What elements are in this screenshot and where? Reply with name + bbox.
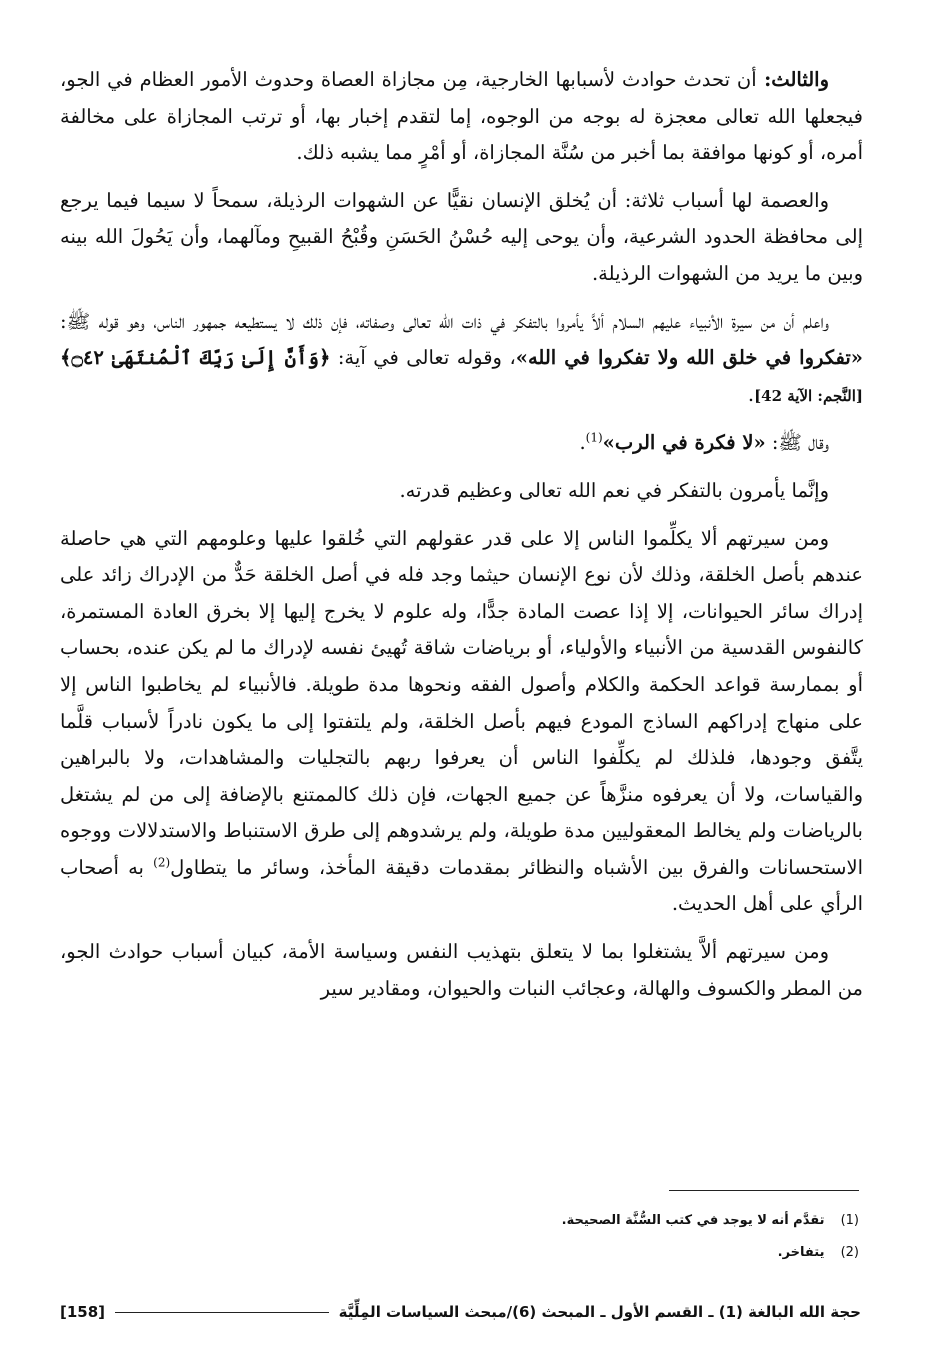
paragraph-4: [60, 425, 863, 462]
footnote-divider: [669, 1190, 859, 1191]
emphasized-text: «لا فكرة في الرب»: [602, 431, 766, 455]
footnotes: [300, 1205, 859, 1269]
text-run: وإنَّما يأمرون بالتفكر في نعم الله تعالى وعظيم قدرته.: [399, 478, 829, 502]
footnote-1: [300, 1205, 859, 1237]
text-run: ومن سيرتهم ألا يكلِّموا الناس إلا على قدر عقولهم التي خُلقوا عليها وعلومهم التي هي حاصلة عندهم بأصل الخلقة، وذلك لأن نوع الإنسان حيثما وجد فله في أصل الخلقة حَدٌّ من الإدراك زائد على إدراك سائر الحيوانات، إلا إذا عصت المادة جدًّا، وله علوم لا يخرج إليها إلا بخرق العادة المستمرة، كالنفوس القدسية من الأنبياء والأولياء، أو برياضات شاقة تُهيئ نفسه لإدراك ما لم يكن عنده، بحساب أو بممارسة قواعد الحكمة والكلام وأصول الفقه ونحوها مدة طويلة. فالأنبياء لم يخاطبوا الناس إلا على منهاج إدراكهم الساذج المودع فيهم بأصل الخلقة، ولم يلتفتوا إلى ما يكون نادراً لأسباب قلَّما يتَّفق وجودها، فلذلك لم يكلِّفوا الناس أن يعرفوا ربهم بالتجليات والمشاهدات، ولا بالبراهين والقياسات، ولا أن يعرفوه منزَّهاً عن جميع الجهات، فإن ذلك كالممتنع بالإضافة إلى من لم يشتغل بالرياضات ولم يخالط المعقوليين مدة طويلة، ولم يرشدوهم إلى طرق الاستنباط والاستدلالات ووجوه الاستحسانات والفرق بين الأشباه والنظائر بمقدمات دقيقة المأخذ، وسائر ما يتطاول: [60, 526, 863, 879]
text-run: وقال ﷺ:: [765, 431, 829, 455]
text-run: به أصحاب الرأي على أهل الحديث.: [60, 855, 863, 916]
footnote-2: [300, 1237, 859, 1269]
emphasized-text: والثالث:: [756, 68, 829, 91]
paragraph-7: [60, 934, 863, 1007]
text-run: ومن سيرتهم ألاَّ يشتغلوا بما لا يتعلق بتهذيب النفس وسياسة الأمة، كبيان أسباب حوادث الجو، من المطر والكسوف والهالة، وعجائب النبات والحيوان، ومقادير سير: [60, 940, 863, 1000]
verse-reference: [النَّجم: الآية 42]: [754, 386, 863, 405]
text-run: .: [579, 431, 586, 455]
paragraph-3: [60, 304, 863, 415]
footnote-text: يتفاخر.: [777, 1245, 825, 1260]
footnote-number: (2): [840, 1245, 859, 1260]
text-run: ، وقوله تعالى في آية:: [330, 346, 516, 370]
text-run: والعصمة لها أسباب ثلاثة: أن يُخلق الإنسان نقيًّا عن الشهوات الرذيلة، سمحاً لا سيما فيما يرجع إلى محافظة الحدود الشرعية، وأن يوحى إليه حُسْنُ الحَسَنِ وقُبْحُ القبيحِ ومآلهما، وأن يَحُولَ الله بينه وبين ما يريد من الشهوات الرذيلة.: [60, 188, 863, 285]
emphasized-text: «تفكروا في خلق الله ولا تفكروا في الله»: [515, 346, 863, 370]
footnote-number: (1): [840, 1213, 859, 1228]
running-footer: [60, 1297, 861, 1327]
text-run: واعلم أن من سيرة الأنبياء عليهم السلام ألاَّ يأمروا بالتفكر في ذات الله تعالى وصفاته، فإن ذلك لا يستطيعه جمهور الناس، وهو قوله ﷺ:: [60, 309, 829, 333]
text-run: أن تحدث حوادث لأسبابها الخارجية، مِن مجازاة العصاة وحدوث الأمور العظام في الجو، فيجعلها الله تعالى معجزة له بوجه من الوجوه، إما لتقدم إخبار بها، أو ترتب المجازاة على مخالفة أمره، أو كونها موافقة بما أخبر من سُنَّة المجازاة، أو أمْرٍ مما يشبه ذلك.: [60, 68, 863, 165]
paragraph-5: [60, 473, 863, 510]
quran-verse: ﴿وَأَنَّ إِلَىٰ رَبِّكَ ٱلْمُنتَهَىٰ ۝٤٢﴾: [60, 346, 331, 370]
running-title: حجة الله البالغة (1) ـ القسم الأول ـ المبحث (6)/مبحث السياسات المِلِّيَّة: [338, 1303, 861, 1321]
footnote-text: تقدَّم أنه لا يوجد في كتب السُّنَّة الصحيحة.: [561, 1213, 825, 1228]
text-run: .: [747, 382, 755, 406]
footnote-ref: (1): [585, 430, 603, 445]
paragraph-6: [60, 521, 863, 924]
main-text: [60, 62, 863, 1018]
page-number: [158]: [60, 1303, 106, 1321]
paragraph-1: [60, 62, 863, 172]
footer-rule: [115, 1312, 329, 1313]
paragraph-2: [60, 183, 863, 293]
footnote-ref: (2): [153, 855, 171, 870]
